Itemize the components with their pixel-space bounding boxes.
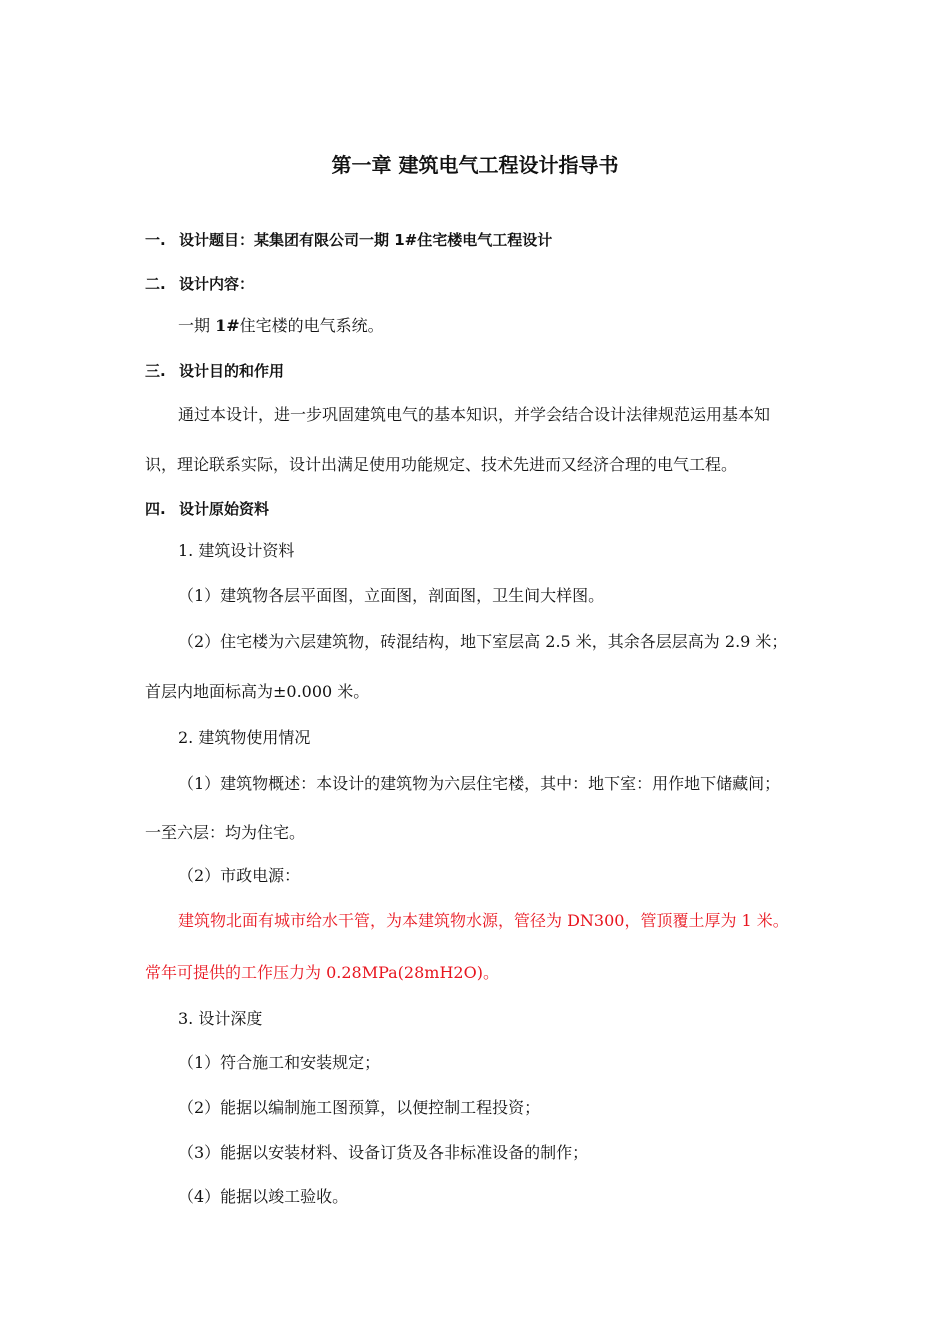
chapter-title: 第一章 建筑电气工程设计指导书 <box>331 153 619 177</box>
purpose-paragraph-line-1: 通过本设计，进一步巩固建筑电气的基本知识，并学会结合设计法律规范运用基本知 <box>178 405 771 424</box>
section-heading-text: 设计目的和作用 <box>179 362 285 380</box>
subsection-usage: 2. 建筑物使用情况 <box>178 728 311 747</box>
subsection-depth: 3. 设计深度 <box>178 1009 263 1028</box>
subsection-building-data: 1. 建筑设计资料 <box>178 541 295 560</box>
section-heading-text: 设计内容： <box>179 275 255 293</box>
list-item: （1）建筑物各层平面图，立面图，剖面图，卫生间大样图。 <box>178 586 605 605</box>
highlighted-paragraph-line-2: 常年可提供的工作压力为 0.28MPa(28mH2O)。 <box>145 963 499 982</box>
list-item: （2）能据以编制施工图预算，以便控制工程投资； <box>178 1098 541 1117</box>
section-heading-4 <box>145 499 269 519</box>
section-heading-text: 设计题目：某集团有限公司一期 1#住宅楼电气工程设计 <box>179 231 553 249</box>
section-heading-1 <box>145 230 552 250</box>
highlighted-paragraph-line-1: 建筑物北面有城市给水干管，为本建筑物水源，管径为 DN300，管顶覆土厚为 1 米。 <box>178 911 789 930</box>
list-item: （2）住宅楼为六层建筑物，砖混结构，地下室层高 2.5 米，其余各层层高为 2.9 米； <box>178 632 788 651</box>
list-item: （1）建筑物概述：本设计的建筑物为六层住宅楼，其中：地下室：用作地下储藏间； <box>178 774 781 793</box>
purpose-paragraph-line-2: 识，理论联系实际，设计出满足使用功能规定、技术先进而又经济合理的电气工程。 <box>145 455 738 474</box>
list-item: （3）能据以安装材料、设备订货及各非标准设备的制作； <box>178 1143 589 1162</box>
section-heading-text: 设计原始资料 <box>179 500 270 518</box>
list-item-continuation: 首层内地面标高为±0.000 米。 <box>145 682 370 701</box>
section-number: 二. <box>145 275 166 293</box>
section-number: 三. <box>145 362 166 380</box>
section-number: 四. <box>145 500 166 518</box>
design-content-paragraph <box>178 316 384 336</box>
section-heading-3 <box>145 361 284 381</box>
list-item: （2）市政电源： <box>178 866 301 885</box>
section-number: 一. <box>145 231 166 249</box>
section-heading-2 <box>145 274 254 294</box>
building-number: 1# <box>215 316 240 335</box>
text-run: 一期 <box>178 316 216 335</box>
list-item: （4）能据以竣工验收。 <box>178 1187 349 1206</box>
text-run: 住宅楼的电气系统。 <box>239 316 384 335</box>
list-item-continuation: 一至六层：均为住宅。 <box>145 823 306 842</box>
list-item: （1）符合施工和安装规定； <box>178 1053 381 1072</box>
